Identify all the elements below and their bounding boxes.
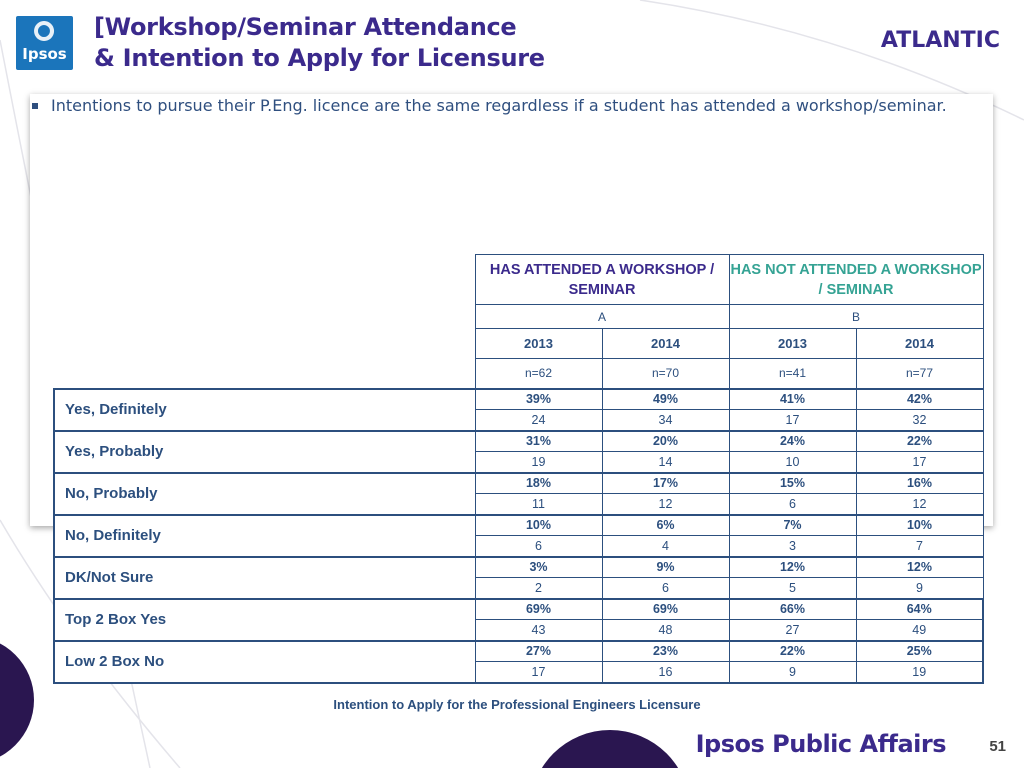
percent-cell: 39% [475, 389, 602, 410]
count-cell: 43 [475, 620, 602, 641]
page-number: 51 [989, 738, 1006, 755]
count-cell: 5 [729, 578, 856, 599]
percent-cell: 64% [856, 599, 983, 620]
group-letter-row [54, 305, 983, 329]
table-row [54, 557, 983, 578]
group-letter-a: A [475, 305, 729, 329]
blank-cell [54, 329, 475, 359]
title-line-1: [Workshop/Seminar Attendance [94, 13, 517, 41]
percent-cell: 16% [856, 473, 983, 494]
table-row [54, 389, 983, 410]
region-label: ATLANTIC [880, 28, 1000, 53]
blank-cell [54, 305, 475, 329]
percent-cell: 27% [475, 641, 602, 662]
percent-cell: 10% [856, 515, 983, 536]
count-cell: 10 [729, 452, 856, 473]
percent-cell: 20% [602, 431, 729, 452]
group-header-attended: HAS ATTENDED A WORKSHOP / SEMINAR [475, 255, 729, 305]
sample-size-cell: n=41 [729, 359, 856, 389]
count-cell: 4 [602, 536, 729, 557]
count-cell: 2 [475, 578, 602, 599]
count-cell: 19 [475, 452, 602, 473]
table-row [54, 515, 983, 536]
percent-cell: 22% [856, 431, 983, 452]
count-cell: 24 [475, 410, 602, 431]
title-line-2: & Intention to Apply for Licensure [94, 44, 545, 72]
group-letter-b: B [729, 305, 983, 329]
percent-cell: 49% [602, 389, 729, 410]
count-cell: 16 [602, 662, 729, 683]
count-cell: 32 [856, 410, 983, 431]
year-cell: 2013 [475, 329, 602, 359]
percent-cell: 6% [602, 515, 729, 536]
count-cell: 6 [602, 578, 729, 599]
percent-cell: 7% [729, 515, 856, 536]
bullet-point [32, 96, 947, 115]
count-cell: 34 [602, 410, 729, 431]
count-cell: 6 [475, 536, 602, 557]
percent-cell: 24% [729, 431, 856, 452]
percent-cell: 66% [729, 599, 856, 620]
percent-cell: 12% [856, 557, 983, 578]
percent-cell: 18% [475, 473, 602, 494]
group-header-not-attended: HAS NOT ATTENDED A WORKSHOP / SEMINAR [729, 255, 983, 305]
count-cell: 9 [856, 578, 983, 599]
count-cell: 11 [475, 494, 602, 515]
blank-cell [54, 255, 475, 305]
percent-cell: 69% [475, 599, 602, 620]
percent-cell: 15% [729, 473, 856, 494]
percent-cell: 9% [602, 557, 729, 578]
footer-brand: Ipsos Public Affairs [695, 730, 946, 758]
sample-size-row [54, 359, 983, 389]
row-label: DK/Not Sure [54, 557, 475, 599]
count-cell: 3 [729, 536, 856, 557]
count-cell: 17 [729, 410, 856, 431]
count-cell: 12 [602, 494, 729, 515]
page-title [94, 12, 545, 74]
table-row [54, 473, 983, 494]
percent-cell: 69% [602, 599, 729, 620]
table-row [54, 641, 983, 662]
blank-cell [54, 359, 475, 389]
ipsos-logo [16, 16, 73, 70]
sample-size-cell: n=62 [475, 359, 602, 389]
row-label: Top 2 Box Yes [54, 599, 475, 641]
count-cell: 19 [856, 662, 983, 683]
count-cell: 9 [729, 662, 856, 683]
count-cell: 12 [856, 494, 983, 515]
bullet-square-icon [32, 103, 38, 109]
table-caption: Intention to Apply for the Professional Engineers Licensure [333, 697, 701, 712]
year-cell: 2014 [602, 329, 729, 359]
count-cell: 49 [856, 620, 983, 641]
count-cell: 17 [856, 452, 983, 473]
year-cell: 2013 [729, 329, 856, 359]
percent-cell: 22% [729, 641, 856, 662]
count-cell: 6 [729, 494, 856, 515]
count-cell: 14 [602, 452, 729, 473]
percent-cell: 31% [475, 431, 602, 452]
bullet-text: Intentions to pursue their P.Eng. licence are the same regardless if a student has attended a workshop/seminar. [51, 96, 947, 115]
row-label: No, Definitely [54, 515, 475, 557]
percent-cell: 3% [475, 557, 602, 578]
table-row [54, 599, 983, 620]
percent-cell: 10% [475, 515, 602, 536]
row-label: Yes, Definitely [54, 389, 475, 431]
count-cell: 7 [856, 536, 983, 557]
table-row [54, 431, 983, 452]
year-row [54, 329, 983, 359]
attendance-table [53, 254, 984, 684]
count-cell: 27 [729, 620, 856, 641]
percent-cell: 12% [729, 557, 856, 578]
row-label: No, Probably [54, 473, 475, 515]
group-header-row [54, 255, 983, 305]
row-label: Low 2 Box No [54, 641, 475, 683]
year-cell: 2014 [856, 329, 983, 359]
percent-cell: 17% [602, 473, 729, 494]
count-cell: 48 [602, 620, 729, 641]
sample-size-cell: n=70 [602, 359, 729, 389]
row-label: Yes, Probably [54, 431, 475, 473]
sample-size-cell: n=77 [856, 359, 983, 389]
count-cell: 17 [475, 662, 602, 683]
percent-cell: 41% [729, 389, 856, 410]
logo-text: Ipsos [22, 45, 67, 63]
percent-cell: 25% [856, 641, 983, 662]
percent-cell: 23% [602, 641, 729, 662]
percent-cell: 42% [856, 389, 983, 410]
